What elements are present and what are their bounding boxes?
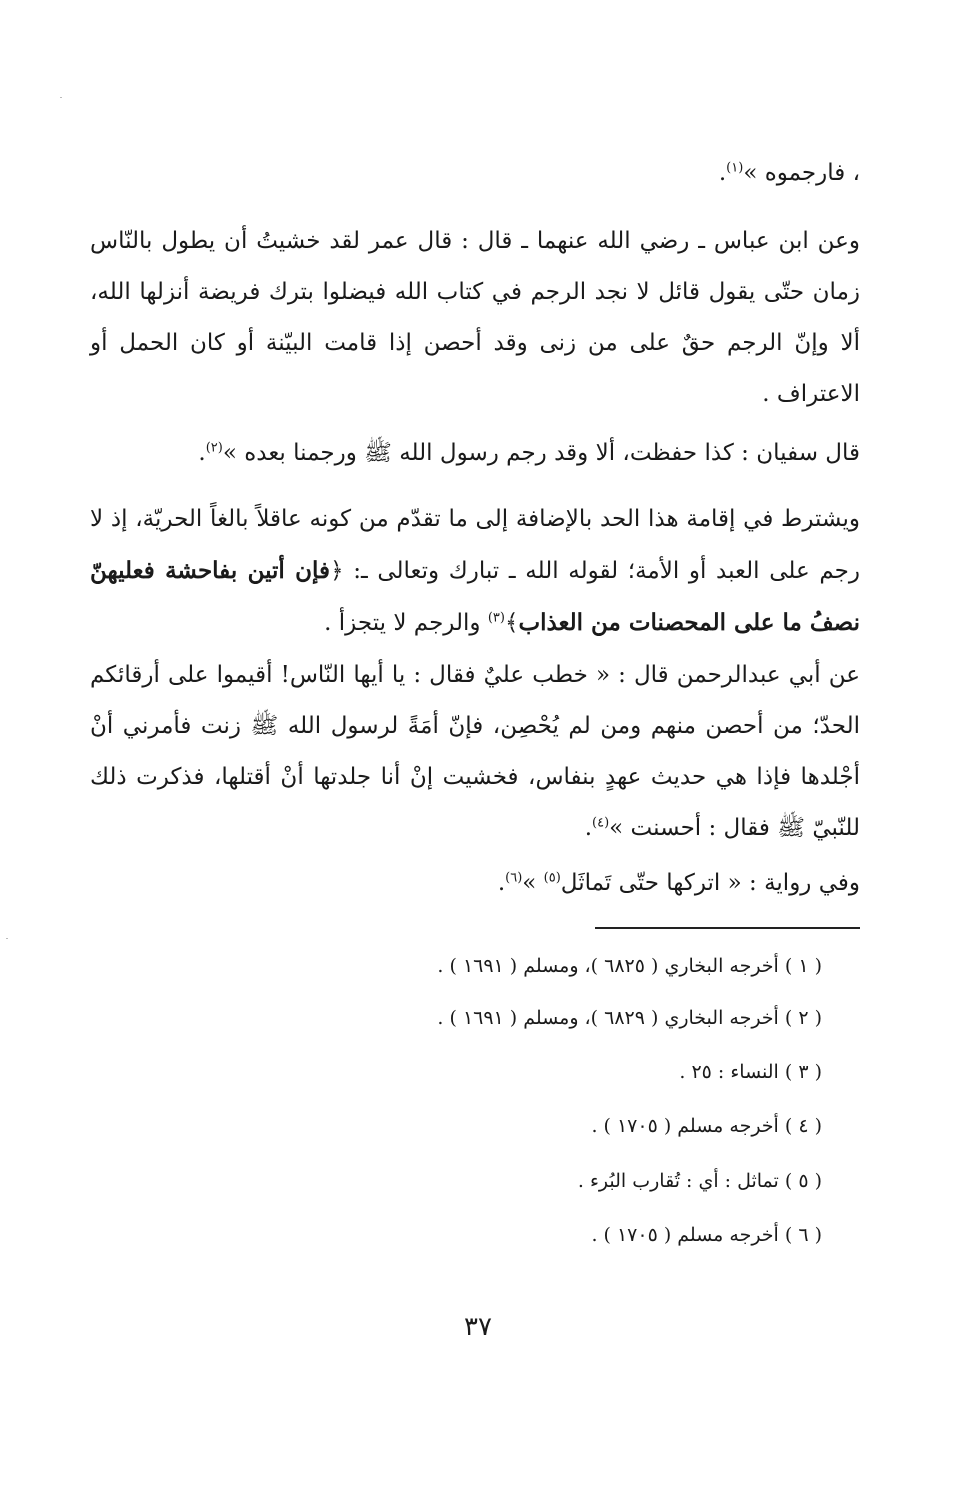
footnote-ref: (٤)	[592, 815, 610, 831]
conditions-end: والرجم لا يتجزأ .	[324, 610, 488, 636]
hadith-text: عن أبي عبدالرحمن قال : « خطب عليٌ فقال : يا أيها النّاس! أقيموا على أرقائكم الحدّ؛ من أحصن منهم ومن لم يُحْصِن، فإنّ أمَةً لرسول الله ﷺ زنت فأمرني أنْ أجْلدها فإذا هي حديث عهدٍ بنفاس، فخشيت إنْ أنا جلدتها أنْ أقتلها، فذكرت ذلك للنّبيّ ﷺ فقال : أحسنت »	[90, 662, 860, 841]
scan-speck	[6, 938, 8, 939]
footnote-6: ( ٦ ) أخرجه مسلم ( ١٧٠٥ ) .	[591, 1224, 822, 1246]
paragraph-abu-abdulrahman	[90, 650, 860, 854]
line-end: .	[497, 870, 506, 896]
narration-text: وفي رواية : « اتركها حتّى تَماثَل	[560, 870, 860, 896]
footnote-ref: (٣)	[487, 610, 505, 626]
line-end: .	[584, 815, 593, 841]
verse-close: ﴾	[504, 610, 519, 636]
page-number: ٣٧	[464, 1312, 492, 1342]
narration-quote-close: »	[522, 870, 544, 896]
footnote-4: ( ٤ ) أخرجه مسلم ( ١٧٠٥ ) .	[591, 1115, 822, 1137]
footnote-divider	[595, 927, 860, 929]
line-end: .	[718, 160, 727, 186]
quran-verse: فإن أتين بفاحشة فعليهنّ نصفُ ما على المحصنات من العذاب	[90, 557, 860, 636]
paragraph-narration	[498, 870, 860, 896]
paragraph-conditions	[90, 494, 860, 649]
continued-line	[719, 160, 860, 186]
footnote-ref: (٦)	[505, 870, 523, 886]
footnote-5: ( ٥ ) تماثل : أي : تُقارب البُرء .	[577, 1170, 822, 1192]
footnote-ref: (١)	[726, 160, 744, 176]
footnote-ref: (٢)	[205, 440, 223, 456]
conditions-text: ويشترط في إقامة هذا الحد بالإضافة إلى ما تقدّم من كونه عاقلاً بالغاً الحريّة، إذ لا رجم على العبد أو الأمة؛ لقوله الله ـ تبارك وتعالى ـ: ﴿	[90, 506, 860, 584]
footnote-2: ( ٢ ) أخرجه البخاري ( ٦٨٢٩ )، ومسلم ( ١٦٩١ ) .	[437, 1007, 822, 1029]
scan-speck	[60, 97, 62, 98]
line-end: .	[198, 440, 206, 466]
paragraph-sufyan	[198, 438, 860, 472]
sufyan-text: قال سفيان : كذا حفظت، ألا وقد رجم رسول الله ﷺ ورجمنا بعده »	[222, 440, 860, 466]
continued-text: ، فارجموه »	[743, 160, 860, 186]
footnote-3: ( ٣ ) النساء : ٢٥ .	[679, 1061, 822, 1083]
footnote-1: ( ١ ) أخرجه البخاري ( ٦٨٢٥ )، ومسلم ( ١٦٩١ ) .	[437, 955, 822, 977]
footnote-ref: (٥)	[543, 870, 561, 886]
paragraph-ibn-abbas: وعن ابن عباس ـ رضي الله عنهما ـ قال : قال عمر لقد خشيتُ أن يطول بالنّاس زمان حتّى يقول قائل لا نجد الرجم في كتاب الله فيضلوا بترك فريضة أنزلها الله، ألا وإنّ الرجم حقٌ على من زنى وقد أحصن إذا قامت البيّنة أو كان الحمل أو الاعتراف .	[90, 228, 860, 407]
